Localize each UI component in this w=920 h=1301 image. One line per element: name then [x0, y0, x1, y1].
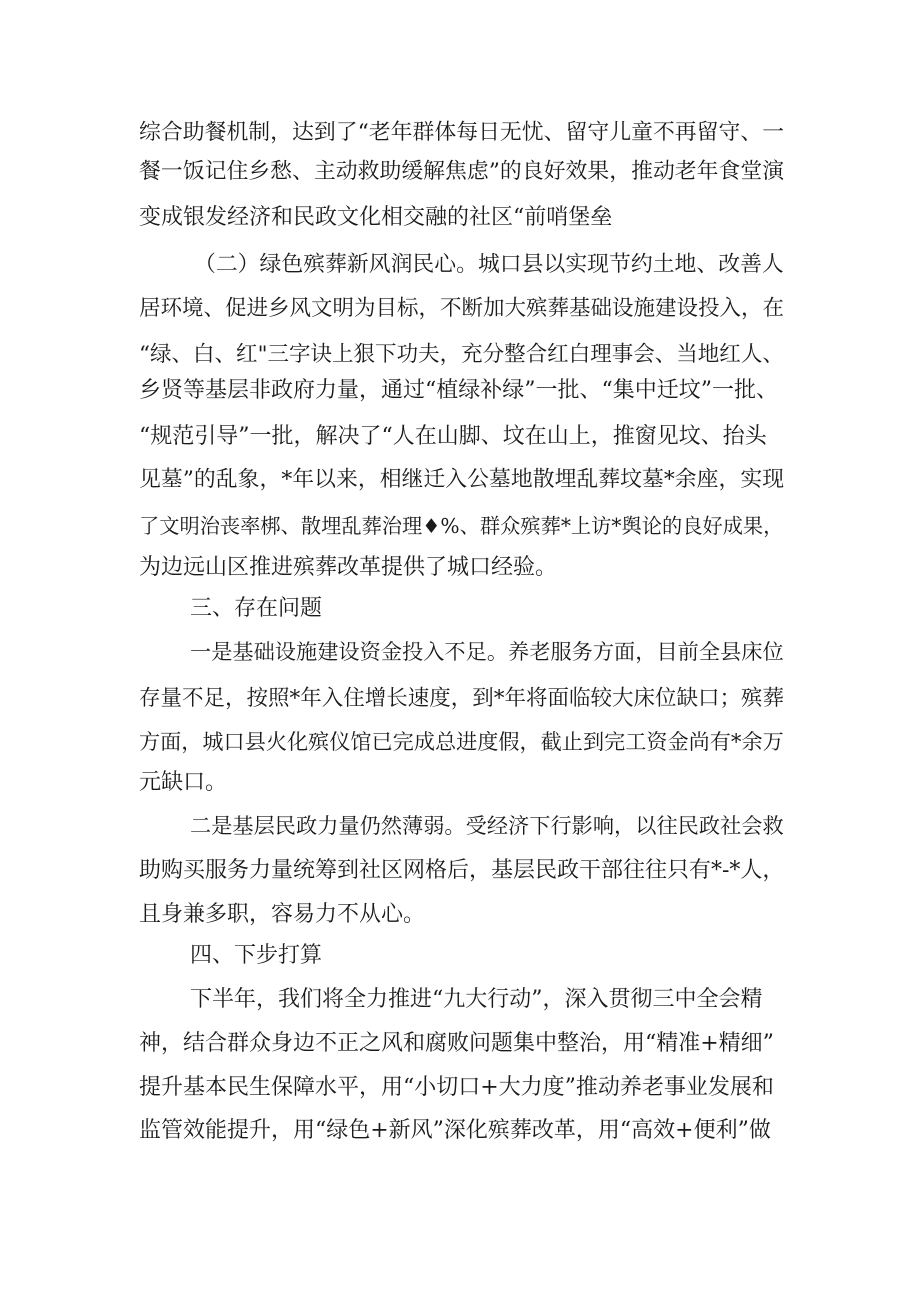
paragraph-5-line-2: 神，结合群众身边不正之风和腐败问题集中整治，用“精准+精细”	[139, 1031, 774, 1056]
paragraph-1-line-3: 变成银发经济和民政文化相交融的社区“前哨堡垒	[139, 205, 613, 230]
paragraph-5-line-1: 下半年，我们将全力推进“九大行动”，深入贯彻三中全会精	[190, 987, 763, 1012]
paragraph-3-line-2: 存量不足，按照*年入住增长速度，到*年将面临较大床位缺口；殡葬	[139, 686, 785, 711]
paragraph-2-line-5: “规范引导”一批，解决了“人在山脚、坟在山上，推窗见坟、抬头	[139, 424, 767, 449]
paragraph-2-line-8: 为边远山区推进殡葬改革提供了城口经验。	[139, 555, 558, 580]
paragraph-4-line-2: 助购买服务力量统筹到社区网格后，基层民政干部往往只有*-*人，	[139, 858, 785, 883]
paragraph-2-line-1: （二）绿色殡葬新风润民心。城口县以实现节约土地、改善人	[194, 252, 784, 277]
paragraph-4-line-1: 二是基层民政力量仍然薄弱。受经济下行影响，以往民政社会救	[190, 814, 784, 839]
paragraph-2-line-7: 了文明治丧率梆、散埋乱葬治理♦%、群众殡葬*上访*舆论的良好成果，	[139, 514, 784, 538]
paragraph-2-line-2: 居环境、促进乡风文明为目标，不断加大殡葬基础设施建设投入，在	[139, 296, 785, 321]
section-heading-next-steps: 四、下步打算	[190, 943, 323, 968]
paragraph-4-line-3: 且身兼多职，容易力不从心。	[139, 902, 426, 927]
paragraph-5-line-4: 监管效能提升，用“绿色+新风”深化殡葬改革，用“高效+便利”做	[139, 1118, 771, 1143]
paragraph-1-line-2: 餐一饭记住乡愁、主动救助缓解焦虑”的良好效果，推动老年食堂演	[139, 159, 785, 184]
section-heading-problems: 三、存在问题	[190, 596, 323, 621]
paragraph-3-line-4: 元缺口。	[139, 770, 228, 795]
paragraph-2-line-3: “绿、白、红"三字诀上狠下功夫，充分整合红白理事会、当地红人、	[139, 342, 784, 367]
paragraph-2-line-6: 见墓”的乱象，*年以来，相继迁入公墓地散埋乱葬坟墓*余座，实现	[139, 467, 785, 492]
paragraph-3-line-1: 一是基础设施建设资金投入不足。养老服务方面，目前全县床位	[190, 640, 784, 665]
paragraph-3-line-3: 方面，城口县火化殡仪馆已完成总进度假，截止到完工资金尚有*余万	[139, 729, 784, 754]
paragraph-1-line-1: 综合助餐机制，达到了“老年群体每日无忧、留守儿童不再留守、一	[139, 120, 785, 145]
paragraph-2-line-4: 乡贤等基层非政府力量，通过“植绿补绿”一批、“集中迁坟”一批、	[139, 378, 778, 403]
paragraph-5-line-3: 提升基本民生保障水平，用“小切口+大力度”推动养老事业发展和	[139, 1075, 774, 1100]
